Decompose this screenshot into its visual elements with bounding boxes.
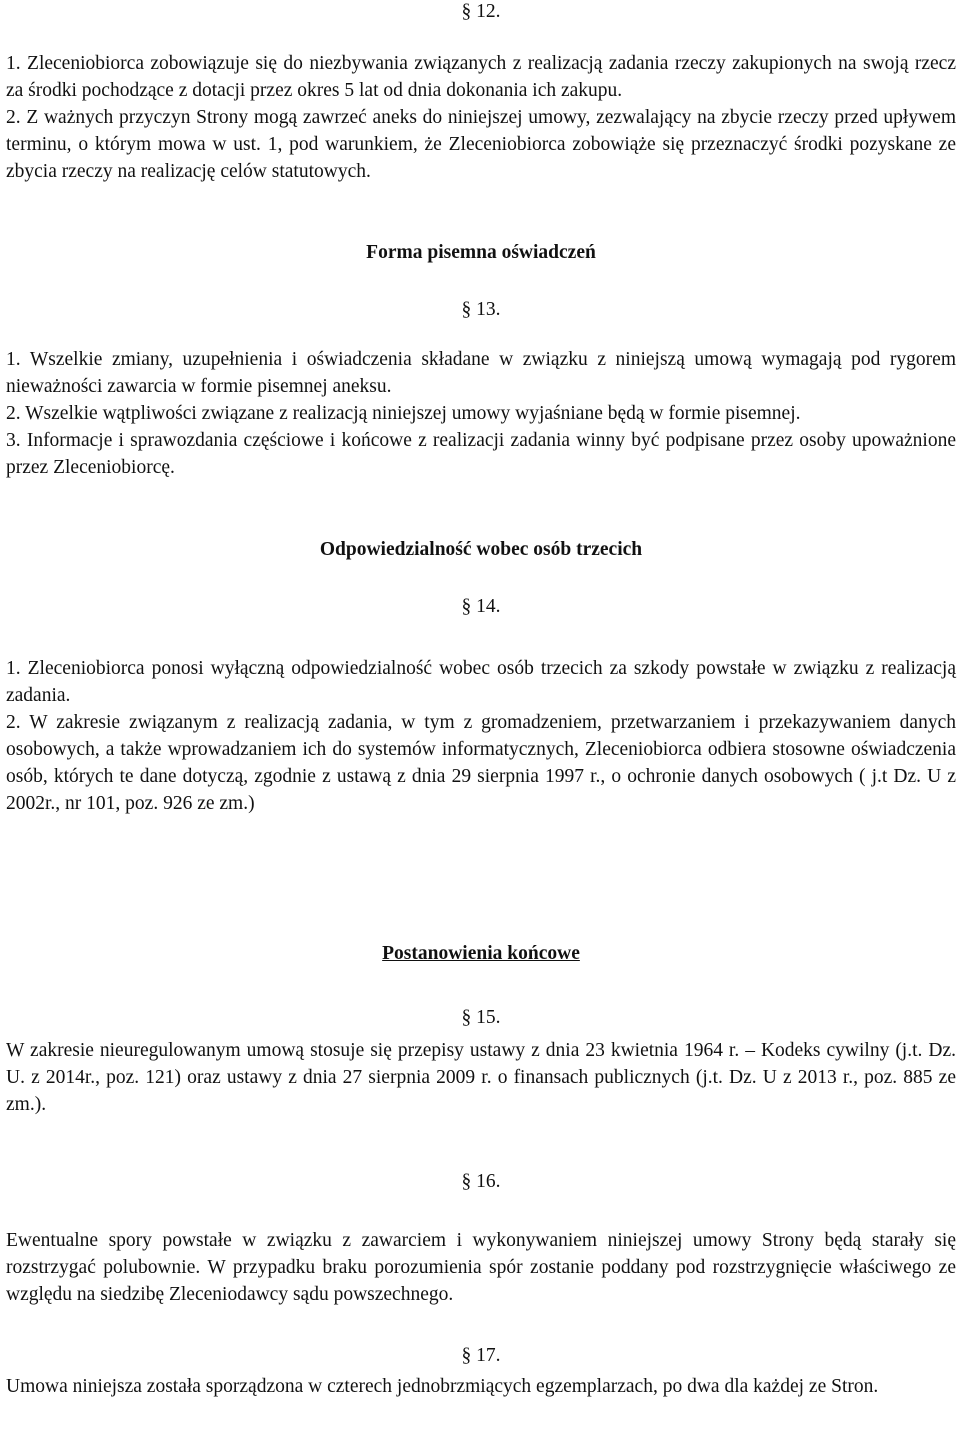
paragraph-16-text: Ewentualne spory powstałe w związku z zawarciem i wykonywaniem niniejszej umowy Strony będą starały się rozstrzygać polubownie. W przypadku braku porozumienia spór zostanie poddany pod rozstrzygnięcie właściwego ze względu na siedzibę Zleceniodawcy sądu powszechnego. [6, 1230, 956, 1305]
paragraph-14-body [6, 655, 956, 817]
paragraph-15-heading: § 15. [461, 1007, 501, 1028]
paragraph-15-text: W zakresie nieuregulowanym umową stosuje się przepisy ustawy z dnia 23 kwietnia 1964 r. – Kodeks cywilny (j.t. Dz. U. z 2014r., poz. 121) oraz ustawy z dnia 27 sierpnia 2009 r. o finansach publicznych (j.t. Dz. U z 2013 r., poz. 885 ze zm.). [6, 1040, 956, 1115]
paragraph-16-heading: § 16. [461, 1171, 501, 1192]
section-title-forma-pisemna: Forma pisemna oświadczeń [366, 242, 596, 263]
paragraph-12-body [6, 50, 956, 185]
paragraph-17-body [6, 1373, 956, 1400]
section-title-postanowienia-koncowe: Postanowienia końcowe [382, 943, 580, 964]
paragraph-12-item-2: 2. Z ważnych przyczyn Strony mogą zawrzeć aneks do niniejszej umowy, zezwalający na zbycie rzeczy przed upływem terminu, o którym mowa w ust. 1, pod warunkiem, że Zleceniobiorca zobowiąże się przeznaczyć środki pozyskane ze zbycia rzeczy na realizację celów statutowych. [6, 107, 956, 182]
paragraph-12-heading: § 12. [461, 1, 501, 22]
paragraph-14-item-2: 2. W zakresie związanym z realizacją zadania, w tym z gromadzeniem, przetwarzaniem i przekazywaniem danych osobowych, a także wprowadzaniem ich do systemów informatycznych, Zleceniobiorca odbiera stosowne oświadczenia osób, których te dane dotyczą, zgodnie z ustawą z dnia 29 sierpnia 1997 r., o ochronie danych osobowych ( j.t Dz. U z 2002r., nr 101, poz. 926 ze zm.) [6, 712, 956, 814]
paragraph-13-body [6, 346, 956, 481]
paragraph-17-heading: § 17. [461, 1345, 501, 1366]
paragraph-14-item-1: 1. Zleceniobiorca ponosi wyłączną odpowiedzialność wobec osób trzecich za szkody powstałe w związku z realizacją zadania. [6, 658, 956, 706]
paragraph-12-item-1: 1. Zleceniobiorca zobowiązuje się do niezbywania związanych z realizacją zadania rzeczy zakupionych na swoją rzecz za środki pochodzące z dotacji przez okres 5 lat od dnia dokonania ich zakupu. [6, 53, 956, 101]
paragraph-13-heading: § 13. [461, 299, 501, 320]
section-title-odpowiedzialnosc: Odpowiedzialność wobec osób trzecich [319, 539, 643, 560]
paragraph-17-text: Umowa niniejsza została sporządzona w czterech jednobrzmiących egzemplarzach, po dwa dla każdej ze Stron. [6, 1376, 879, 1397]
paragraph-13-item-3: 3. Informacje i sprawozdania częściowe i końcowe z realizacji zadania winny być podpisane przez osoby upoważnione przez Zleceniobiorcę. [6, 430, 956, 478]
paragraph-16-body [6, 1227, 956, 1308]
paragraph-13-item-1: 1. Wszelkie zmiany, uzupełnienia i oświadczenia składane w związku z niniejszą umową wymagają pod rygorem nieważności zawarcia w formie pisemnej aneksu. [6, 349, 956, 397]
paragraph-15-body [6, 1037, 956, 1118]
paragraph-14-heading: § 14. [461, 596, 501, 617]
paragraph-13-item-2: 2. Wszelkie wątpliwości związane z realizacją niniejszej umowy wyjaśniane będą w formie pisemnej. [6, 403, 801, 424]
